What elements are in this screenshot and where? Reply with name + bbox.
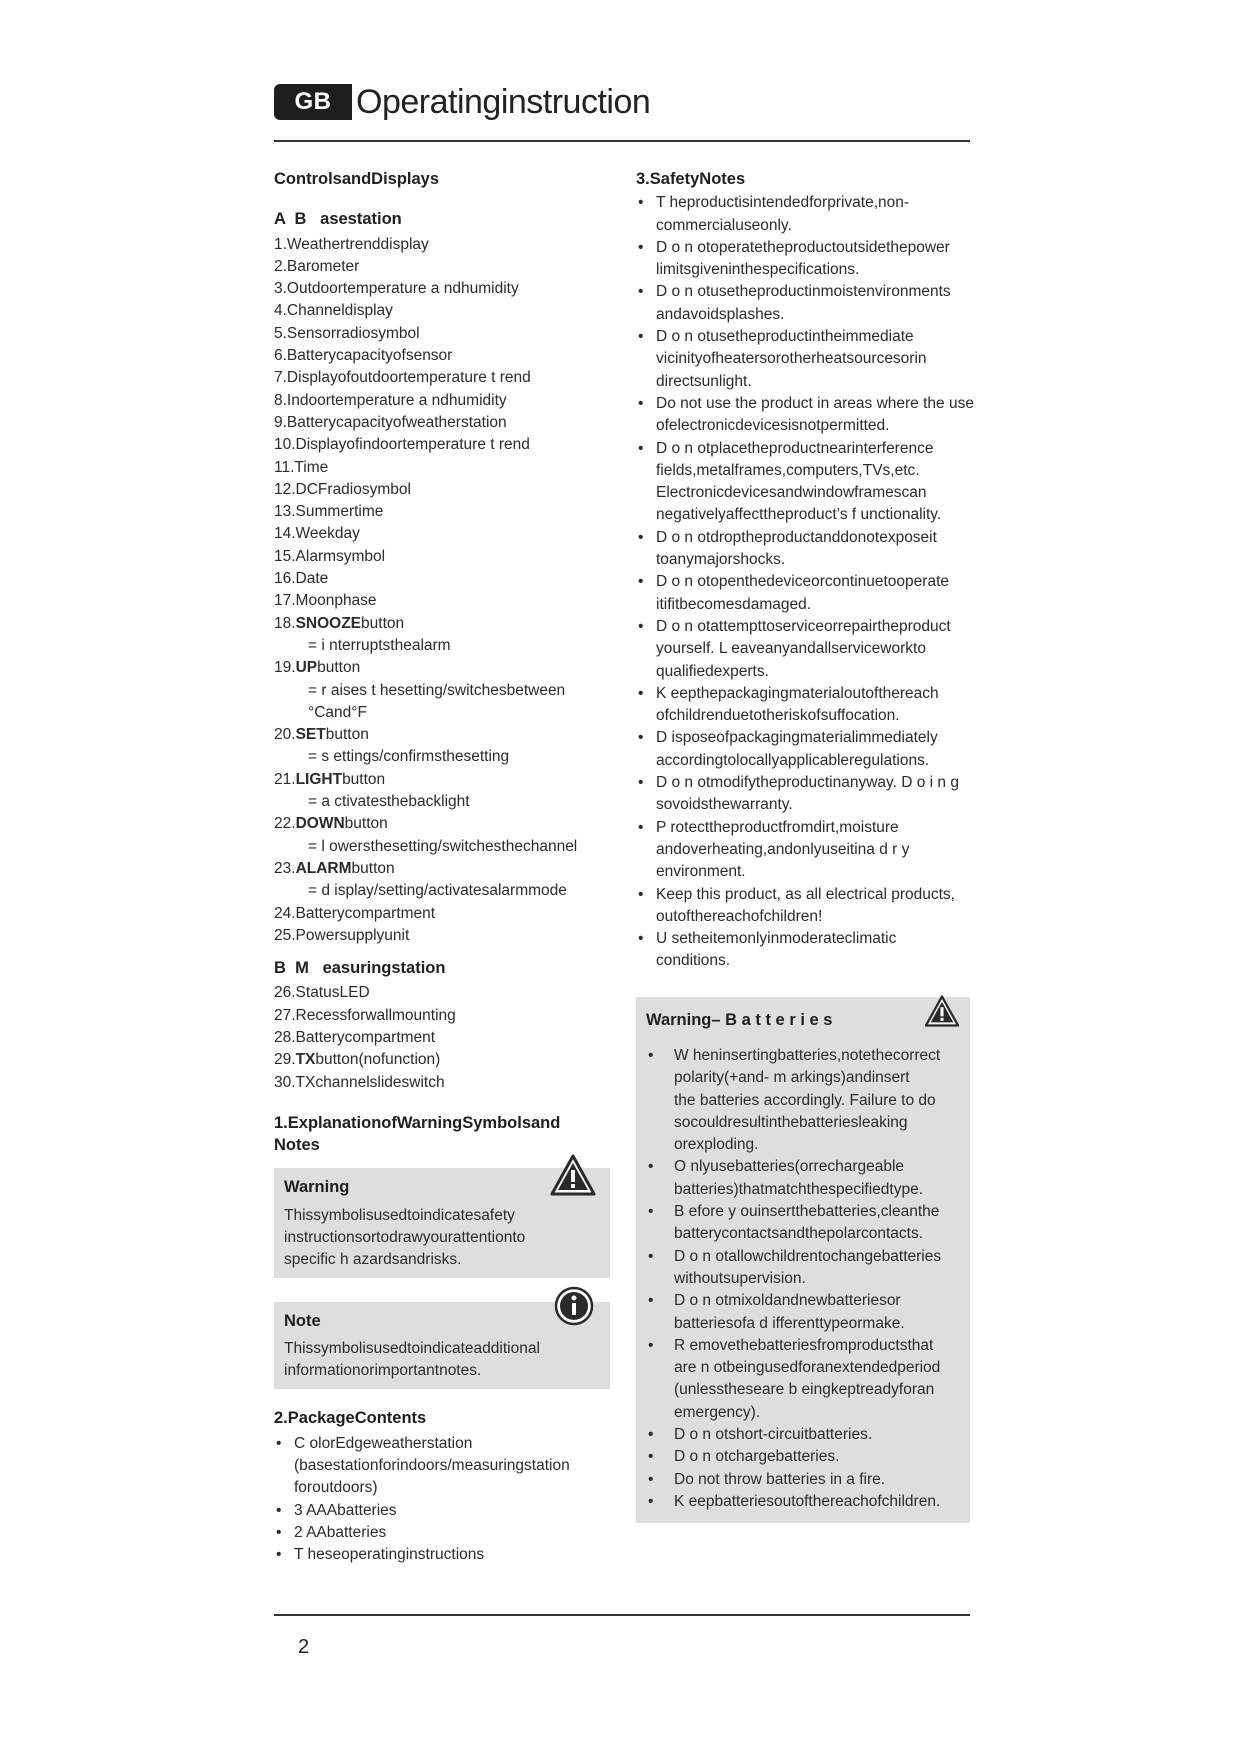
battery-note — [646, 1290, 960, 1335]
safety-note-line: vicinityofheatersorotherheatsourcesorin — [656, 350, 927, 368]
control-number: 22. — [274, 815, 296, 833]
explanation-heading — [274, 1112, 610, 1157]
battery-note-line: • O nlyusebatteries(orrechargeable — [674, 1158, 905, 1176]
battery-note-line: • R emovethebatteriesfromproductsthat — [674, 1336, 934, 1354]
safety-note-line: commercialuseonly. — [656, 216, 792, 234]
control-item — [274, 724, 610, 746]
base-station-list — [274, 234, 610, 948]
language-badge: GB — [274, 84, 352, 120]
package-contents-heading: 2.PackageContents — [274, 1408, 427, 1427]
safety-note-line: outofthereachofchildren! — [656, 907, 823, 925]
control-button-suffix: button — [344, 815, 388, 833]
safety-note-line: itifitbecomesdamaged. — [656, 595, 812, 613]
safety-note-line: • D isposeofpackagingmaterialimmediately — [656, 729, 938, 747]
measuring-station-heading: B M easuringstation — [274, 959, 446, 978]
explanation-heading-line: 1.ExplanationofWarningSymbolsand — [274, 1113, 561, 1132]
battery-note-line: withoutsupervision. — [674, 1269, 806, 1287]
battery-note-line: emergency). — [674, 1403, 761, 1421]
control-description: = l owersthesetting/switchesthechannel — [308, 837, 578, 855]
control-description: = a ctivatesthebacklight — [308, 793, 470, 811]
battery-note — [646, 1424, 960, 1446]
left-column — [274, 168, 610, 1567]
safety-note-line: • T heproductisintendedforprivate,non- — [656, 194, 910, 212]
battery-warning-box — [636, 997, 970, 1524]
safety-notes-list — [636, 192, 974, 972]
battery-note-line: • D o n otallowchildrentochangebatteries — [674, 1247, 942, 1265]
safety-note-line: toanymajorshocks. — [656, 551, 786, 569]
safety-note — [636, 438, 970, 527]
control-item: 25.Powersupplyunit — [274, 926, 410, 944]
explanation-heading-line: Notes — [274, 1136, 320, 1155]
warning-triangle-icon — [550, 1154, 596, 1196]
control-description: = d isplay/setting/activatesalarmmode — [308, 882, 567, 900]
safety-note-line: environment. — [656, 863, 746, 881]
control-description: = s ettings/confirmsthesetting — [308, 748, 510, 766]
control-button-suffix: button(nofunction) — [315, 1051, 441, 1069]
safety-note — [636, 683, 970, 728]
battery-note-line: batterycontactsandthepolarcontacts. — [674, 1225, 924, 1243]
footer-rule — [274, 1614, 970, 1616]
control-number: 19. — [274, 659, 296, 677]
control-number: 23. — [274, 859, 296, 877]
control-item: 30.TXchannelslideswitch — [274, 1073, 445, 1091]
safety-note-line: • P rotecttheproductfromdirt,moisture — [656, 818, 899, 836]
safety-note-line: • K eepthepackagingmaterialoutofthereach — [656, 684, 939, 702]
safety-note — [636, 727, 970, 772]
safety-note — [636, 571, 970, 616]
safety-note — [636, 393, 974, 438]
control-description: = r aises t hesetting/switchesbetween — [308, 681, 566, 699]
battery-note — [646, 1446, 960, 1468]
safety-note-line: andoverheating,andonlyuseitina d r y — [656, 840, 910, 858]
page-header — [274, 82, 650, 122]
measuring-station-list — [274, 982, 610, 1093]
safety-note-line: yourself. L eaveanyandallserviceworkto — [656, 640, 926, 658]
safety-note-line: andavoidsplashes. — [656, 305, 785, 323]
safety-note — [636, 326, 970, 393]
warning-triangle-icon — [924, 995, 960, 1027]
control-button-suffix: button — [351, 859, 395, 877]
base-station-heading: A B asestation — [274, 210, 402, 229]
package-item-line: • T heseoperatinginstructions — [294, 1546, 485, 1564]
battery-note-line: • K eepbatteriesoutofthereachofchildren. — [674, 1492, 941, 1510]
control-item — [274, 1049, 610, 1071]
document-title: Operatinginstruction — [356, 82, 651, 121]
control-item: 5.Sensorradiosymbol — [274, 324, 420, 342]
control-button-name: SET — [295, 726, 326, 744]
page-number: 2 — [298, 1636, 310, 1658]
control-button-suffix: button — [342, 770, 386, 788]
control-number: 20. — [274, 726, 296, 744]
control-item: 10.Displayofindoortemperature t rend — [274, 436, 530, 454]
control-item: 7.Displayofoutdoortemperature t rend — [274, 369, 531, 387]
battery-note — [646, 1201, 960, 1246]
battery-note-line: socouldresultinthebatteriesleaking — [674, 1113, 908, 1131]
control-item: 4.Channeldisplay — [274, 302, 393, 320]
safety-note-line: • D o n otopenthedeviceorcontinuetooperate — [656, 573, 949, 591]
note-box-line: Thissymbolisusedtoindicateadditional — [284, 1339, 540, 1357]
control-button-name: UP — [295, 659, 318, 677]
safety-note — [636, 928, 970, 973]
safety-note-line: negativelyaffecttheproduct’s f unctionality. — [656, 506, 942, 524]
control-item: 15.Alarmsymbol — [274, 547, 386, 565]
control-item — [274, 657, 610, 679]
safety-note-line: • D o n otusetheproductintheimmediate — [656, 328, 914, 346]
package-contents-list — [274, 1433, 610, 1567]
package-item — [274, 1522, 610, 1544]
safety-note-line: limitsgiveninthespecifications. — [656, 261, 860, 279]
control-button-suffix: button — [325, 726, 369, 744]
control-item: 16.Date — [274, 570, 329, 588]
battery-note-line: • B efore y ouinsertthebatteries,cleanthe — [674, 1203, 940, 1221]
control-item: 1.Weathertrenddisplay — [274, 235, 429, 253]
control-button-name: ALARM — [295, 859, 352, 877]
safety-note-line: • D o n otoperatetheproductoutsidethepower — [656, 238, 950, 256]
safety-note — [636, 772, 970, 817]
package-item — [274, 1500, 610, 1522]
control-item: 9.Batterycapacityofweatherstation — [274, 413, 507, 431]
note-symbol-box — [274, 1302, 610, 1389]
header-rule — [274, 140, 970, 142]
info-icon — [554, 1286, 594, 1326]
right-column — [636, 168, 974, 1523]
safety-note — [636, 817, 970, 884]
control-item: 6.Batterycapacityofsensor — [274, 347, 453, 365]
control-item: 11.Time — [274, 458, 329, 476]
battery-note — [646, 1335, 960, 1424]
warning-box-line: instructionsortodrawyourattentionto — [284, 1229, 526, 1247]
battery-warning-title: Warning– B a t t e r i e s — [646, 1010, 833, 1029]
safety-note-line: • U setheitemonlyinmoderateclimatic — [656, 930, 897, 948]
warning-symbol-box — [274, 1168, 610, 1277]
safety-note-line: • D o n otusetheproductinmoistenvironments — [656, 283, 951, 301]
safety-notes-heading: 3.SafetyNotes — [636, 170, 746, 188]
control-item — [274, 858, 610, 880]
control-number: 29. — [274, 1051, 296, 1069]
battery-warning-list — [646, 1045, 960, 1513]
battery-note-line: polarity(+and- m arkings)andinsert — [674, 1069, 910, 1087]
control-item: 8.Indoortemperature a ndhumidity — [274, 391, 507, 409]
package-item — [274, 1433, 610, 1500]
warning-box-line: specific h azardsandrisks. — [284, 1251, 462, 1269]
control-item: 14.Weekday — [274, 525, 360, 543]
control-item — [274, 813, 610, 835]
battery-note — [646, 1045, 960, 1156]
battery-note — [646, 1469, 960, 1491]
warning-box-line: Thissymbolisusedtoindicatesafety — [284, 1206, 515, 1224]
controls-heading: ControlsandDisplays — [274, 170, 440, 188]
battery-note — [646, 1246, 960, 1291]
battery-note-line: orexploding. — [674, 1136, 759, 1154]
note-box-line: informationorimportantnotes. — [284, 1362, 482, 1380]
battery-note-line: • W heninsertingbatteries,notethecorrect — [674, 1046, 941, 1064]
safety-note — [636, 527, 970, 572]
control-number: 21. — [274, 770, 296, 788]
control-item: 27.Recessforwallmounting — [274, 1006, 456, 1024]
control-button-name: DOWN — [295, 815, 345, 833]
safety-note-line: Electronicdevicesandwindowframescan — [656, 484, 927, 502]
battery-note-line: • D o n otshort-circuitbatteries. — [674, 1426, 873, 1444]
control-item: 26.StatusLED — [274, 984, 370, 1002]
battery-note-line: • Do not throw batteries in a fire. — [674, 1470, 886, 1488]
control-button-name: SNOOZE — [295, 614, 362, 632]
safety-note-line: directsunlight. — [656, 372, 752, 390]
safety-note-line: accordingtolocallyapplicableregulations. — [656, 751, 930, 769]
battery-note-line: • D o n otchargebatteries. — [674, 1448, 840, 1466]
safety-note — [636, 281, 970, 326]
control-item: 2.Barometer — [274, 257, 360, 275]
battery-note-line: (unlesstheseare b eingkeptreadyforan — [674, 1381, 935, 1399]
package-item-line: • 2 AAbatteries — [294, 1524, 387, 1542]
control-item: 13.Summertime — [274, 503, 384, 521]
safety-note-line: qualifiedexperts. — [656, 662, 769, 680]
control-button-suffix: button — [361, 614, 405, 632]
package-item-line: (basestationforindoors/measuringstation — [294, 1457, 570, 1475]
battery-note — [646, 1491, 960, 1513]
battery-note-line: • D o n otmixoldandnewbatteriesor — [674, 1292, 901, 1310]
control-number: 18. — [274, 614, 296, 632]
safety-note — [636, 616, 970, 683]
control-button-suffix: button — [317, 659, 361, 677]
control-button-name: LIGHT — [295, 770, 343, 788]
control-item: 3.Outdoortemperature a ndhumidity — [274, 280, 519, 298]
control-description: = i nterruptsthealarm — [308, 636, 451, 654]
safety-note-line: • D o n otplacetheproductnearinterference — [656, 439, 934, 457]
control-item: 28.Batterycompartment — [274, 1028, 436, 1046]
note-box-title: Note — [284, 1311, 321, 1330]
package-item-line: foroutdoors) — [294, 1479, 378, 1497]
safety-note-line: • Keep this product, as all electrical products, — [656, 885, 955, 903]
safety-note — [636, 237, 970, 282]
safety-note-line: ofelectronicdevicesisnotpermitted. — [656, 417, 890, 435]
safety-note — [636, 884, 970, 929]
battery-note-line: are n otbeingusedforanextendedperiod — [674, 1359, 941, 1377]
battery-note-line: batteries)thatmatchthespecifiedtype. — [674, 1180, 923, 1198]
control-description: °Cand°F — [308, 703, 367, 721]
safety-note-line: • D o n otattempttoserviceorrepairtheproduct — [656, 617, 951, 635]
safety-note-line: • Do not use the product in areas where the use — [656, 394, 974, 412]
battery-note-line: batteriesofa d ifferenttypeormake. — [674, 1314, 905, 1332]
package-item-line: • C olorEdgeweatherstation — [294, 1434, 473, 1452]
warning-box-title: Warning — [284, 1178, 350, 1197]
safety-note — [636, 192, 970, 237]
control-button-name: TX — [295, 1051, 316, 1069]
safety-note-line: • D o n otmodifytheproductinanyway. D o i n g — [656, 774, 959, 792]
safety-note-line: sovoidsthewarranty. — [656, 796, 793, 814]
safety-note-line: ofchildrenduetotheriskofsuffocation. — [656, 707, 900, 725]
safety-note-line: • D o n otdroptheproductanddonotexposeit — [656, 528, 937, 546]
safety-note-line: fields,metalframes,computers,TVs,etc. — [656, 461, 920, 479]
control-item — [274, 613, 610, 635]
safety-note-line: conditions. — [656, 952, 731, 970]
control-item: 24.Batterycompartment — [274, 904, 436, 922]
package-item-line: • 3 AAAbatteries — [294, 1501, 397, 1519]
control-item — [274, 769, 610, 791]
battery-note — [646, 1156, 960, 1201]
battery-note-line: the batteries accordingly. Failure to do — [674, 1091, 936, 1109]
package-item — [274, 1544, 610, 1566]
control-item: 17.Moonphase — [274, 592, 377, 610]
control-item: 12.DCFradiosymbol — [274, 480, 411, 498]
